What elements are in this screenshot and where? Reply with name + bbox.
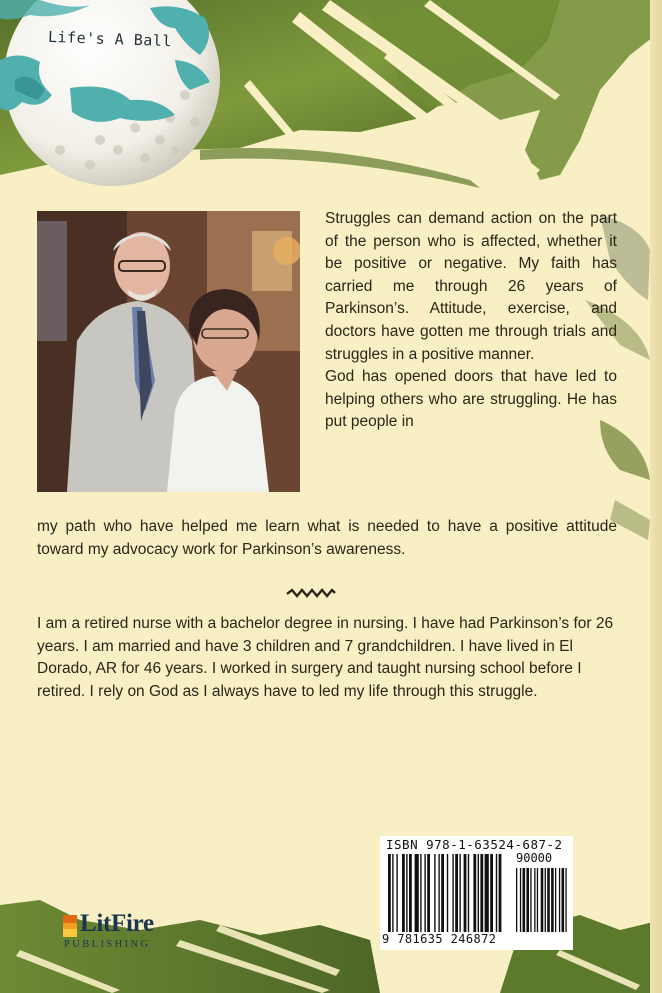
intro-text-2: God has opened doors that have led to helping others who are struggling. He has put people in [325,368,617,431]
price-code: 90000 [516,851,553,865]
barcode-number: 9 781635 246872 [382,932,497,946]
golf-ball-label: Life's A Ball [47,27,173,51]
author-bio [37,613,627,703]
author-bio-text: I am a retired nurse with a bachelor degree in nursing. I have had Parkinson’s for 26 years. I am married and have 3 children and 7 grandchildren. I have lived in El Dorado, AR for 46 years. I worked in surgery and taught nursing school before I retired. I rely on God as I always have to led my life through this struggle. [37,615,614,700]
flame-icon [62,913,80,939]
publisher-logo [62,910,182,954]
isbn-barcode [380,836,573,950]
section-divider [286,588,336,600]
author-photo [37,211,300,492]
intro-paragraph [325,208,617,434]
publisher-subtitle: PUBLISHING [64,939,151,950]
intro-paragraph-continued [37,516,617,561]
intro-text-3: my path who have helped me learn what is needed to have a positive attitude toward my advocacy work for Parkinson’s awareness. [37,518,617,558]
publisher-name: LitFire [80,910,154,937]
isbn-label: ISBN 978-1-63524-687-2 [386,837,563,852]
spine-edge [650,0,662,993]
intro-text-1: Struggles can demand action on the part of the person who is affected, whether it be positive or negative. My faith has carried me through 26 years of Parkinson’s. Attitude, exercise, and doctors have gotten me through trials and struggles in a positive manner. [325,210,617,363]
